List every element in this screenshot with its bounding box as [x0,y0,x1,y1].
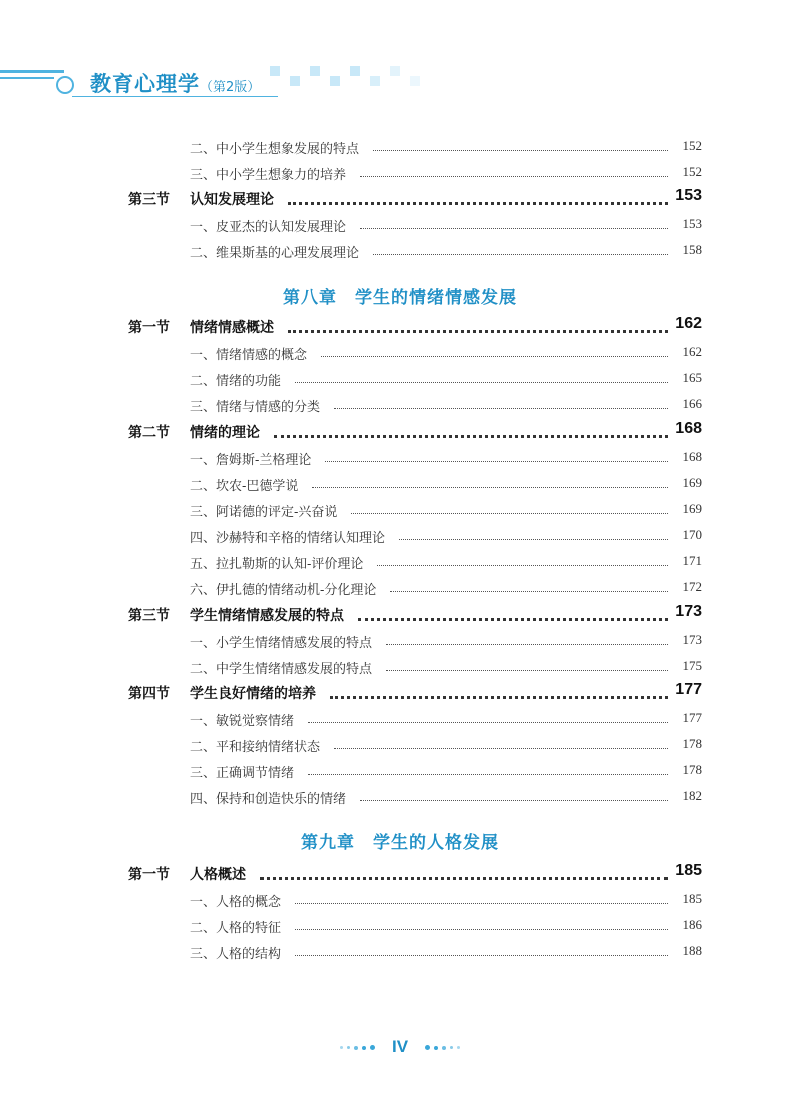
toc-item-row[interactable] [0,709,800,731]
toc-item-row[interactable] [0,942,800,964]
dot-leader [334,746,668,749]
page-number: 172 [682,579,702,594]
section-label: 第二节 [128,425,170,441]
item-title: 一、小学生情绪情感发展的特点 [190,636,373,651]
page-number: 173 [682,632,702,647]
toc-item-row[interactable] [0,631,800,653]
dot-leader [274,432,668,438]
toc-section-row[interactable] [0,605,800,627]
page-number: 153 [675,187,702,204]
dot-leader [312,485,668,488]
dot-leader [399,537,668,540]
item-title: 二、中小学生想象发展的特点 [190,142,360,157]
toc-section-row[interactable] [0,864,800,886]
section-title: 学生良好情绪的培养 [190,686,316,702]
toc-item-row[interactable] [0,552,800,574]
item-title: 三、正确调节情绪 [190,766,295,781]
page-number: 186 [682,917,702,932]
toc-item-row[interactable] [0,215,800,237]
dot-leader [386,642,668,645]
page-number: 162 [682,344,702,359]
dot-leader [351,511,668,514]
dot-leader [295,927,668,930]
toc-item-row[interactable] [0,395,800,417]
dot-leader [386,668,668,671]
page-number: 177 [682,710,702,725]
item-title: 三、阿诺德的评定-兴奋说 [190,505,338,520]
chapter-heading: 第八章 学生的情绪情感发展 [283,288,517,308]
footer-dots-left [338,1037,377,1056]
dot-leader [330,693,668,699]
item-title: 三、情绪与情感的分类 [190,400,321,415]
section-label: 第三节 [128,608,170,624]
toc-section-row[interactable] [0,683,800,705]
dot-leader [295,380,668,383]
page-number: 158 [682,242,702,257]
item-title: 二、维果斯基的心理发展理论 [190,246,360,261]
book-edition: （第2版） [200,80,261,95]
dot-leader [358,615,668,621]
toc-item-row[interactable] [0,241,800,263]
toc-item-row[interactable] [0,578,800,600]
toc-section-row[interactable] [0,189,800,211]
section-title: 学生情绪情感发展的特点 [190,608,344,624]
dot-leader [360,174,668,177]
toc-item-row[interactable] [0,369,800,391]
item-title: 二、人格的特征 [190,921,282,936]
dot-leader [334,406,668,409]
dot-leader [390,589,668,592]
page-number: 185 [682,891,702,906]
dot-leader [360,226,668,229]
toc-item-row[interactable] [0,735,800,757]
book-title-text: 教育心理学 [90,72,200,96]
item-title: 一、情绪情感的概念 [190,348,308,363]
page-number: 166 [682,396,702,411]
dot-leader [308,720,668,723]
page-number: IV [391,1036,409,1056]
header-rule-top [0,70,64,73]
dot-leader [325,459,668,462]
toc-item-row[interactable] [0,787,800,809]
header-circle-ornament [56,76,74,94]
page-number: 188 [682,943,702,958]
item-title: 一、皮亚杰的认知发展理论 [190,220,347,235]
dot-leader [295,953,668,956]
item-title: 一、詹姆斯-兰格理论 [190,453,312,468]
section-title: 情绪的理论 [190,425,260,441]
dot-leader [373,252,668,255]
page-number: 169 [682,475,702,490]
header-underline [72,96,278,97]
toc-item-row[interactable] [0,526,800,548]
section-label: 第一节 [128,867,170,883]
page-number: 173 [675,603,702,620]
toc-item-row[interactable] [0,657,800,679]
toc-item-row[interactable] [0,761,800,783]
dot-leader [260,874,668,880]
page-number: 162 [675,315,702,332]
item-title: 五、拉扎勒斯的认知-评价理论 [190,557,364,572]
page-number: 170 [682,527,702,542]
item-title: 三、人格的结构 [190,947,282,962]
item-title: 一、敏锐觉察情绪 [190,714,295,729]
page-number: 175 [682,658,702,673]
page-number: 152 [682,164,702,179]
section-label: 第一节 [128,320,170,336]
toc-section-row[interactable] [0,317,800,339]
section-label: 第三节 [128,192,170,208]
item-title: 二、情绪的功能 [190,374,282,389]
page-number: 153 [682,216,702,231]
running-header [0,56,800,106]
item-title: 二、平和接纳情绪状态 [190,740,321,755]
toc-item-row[interactable] [0,890,800,912]
page-number: 168 [682,449,702,464]
chapter-heading: 第九章 学生的人格发展 [301,833,499,853]
header-checker-ornament [270,66,430,90]
dot-leader [308,772,668,775]
toc-section-row[interactable] [0,422,800,444]
item-title: 二、中学生情绪情感发展的特点 [190,662,373,677]
item-title: 三、中小学生想象力的培养 [190,168,347,183]
item-title: 四、沙赫特和辛格的情绪认知理论 [190,531,386,546]
page-number: 152 [682,138,702,153]
dot-leader [373,148,668,151]
page-number: 182 [682,788,702,803]
toc-item-row[interactable] [0,137,800,159]
page-number: 168 [675,420,702,437]
toc-item-row[interactable] [0,474,800,496]
page-number: 178 [682,736,702,751]
page-number: 171 [682,553,702,568]
item-title: 四、保持和创造快乐的情绪 [190,792,347,807]
dot-leader [288,327,668,333]
page-number: 169 [682,501,702,516]
toc-item-row[interactable] [0,343,800,365]
page-number: 185 [675,862,702,879]
book-title [90,68,260,98]
section-title: 认知发展理论 [190,192,274,208]
page-number: 165 [682,370,702,385]
toc-item-row[interactable] [0,916,800,938]
toc-item-row[interactable] [0,500,800,522]
section-title: 人格概述 [190,867,246,883]
page-number: 177 [675,681,702,698]
dot-leader [288,199,668,205]
toc-item-row[interactable] [0,448,800,470]
section-label: 第四节 [128,686,170,702]
header-rule-bottom [0,77,54,79]
item-title: 一、人格的概念 [190,895,282,910]
item-title: 二、坎农-巴德学说 [190,479,299,494]
toc-item-row[interactable] [0,163,800,185]
page-number: 178 [682,762,702,777]
footer-dots-right [423,1037,462,1056]
section-title: 情绪情感概述 [190,320,274,336]
dot-leader [377,563,668,566]
dot-leader [360,798,668,801]
dot-leader [321,354,668,357]
item-title: 六、伊扎德的情绪动机-分化理论 [190,583,377,598]
dot-leader [295,901,668,904]
page-footer [0,1036,800,1057]
